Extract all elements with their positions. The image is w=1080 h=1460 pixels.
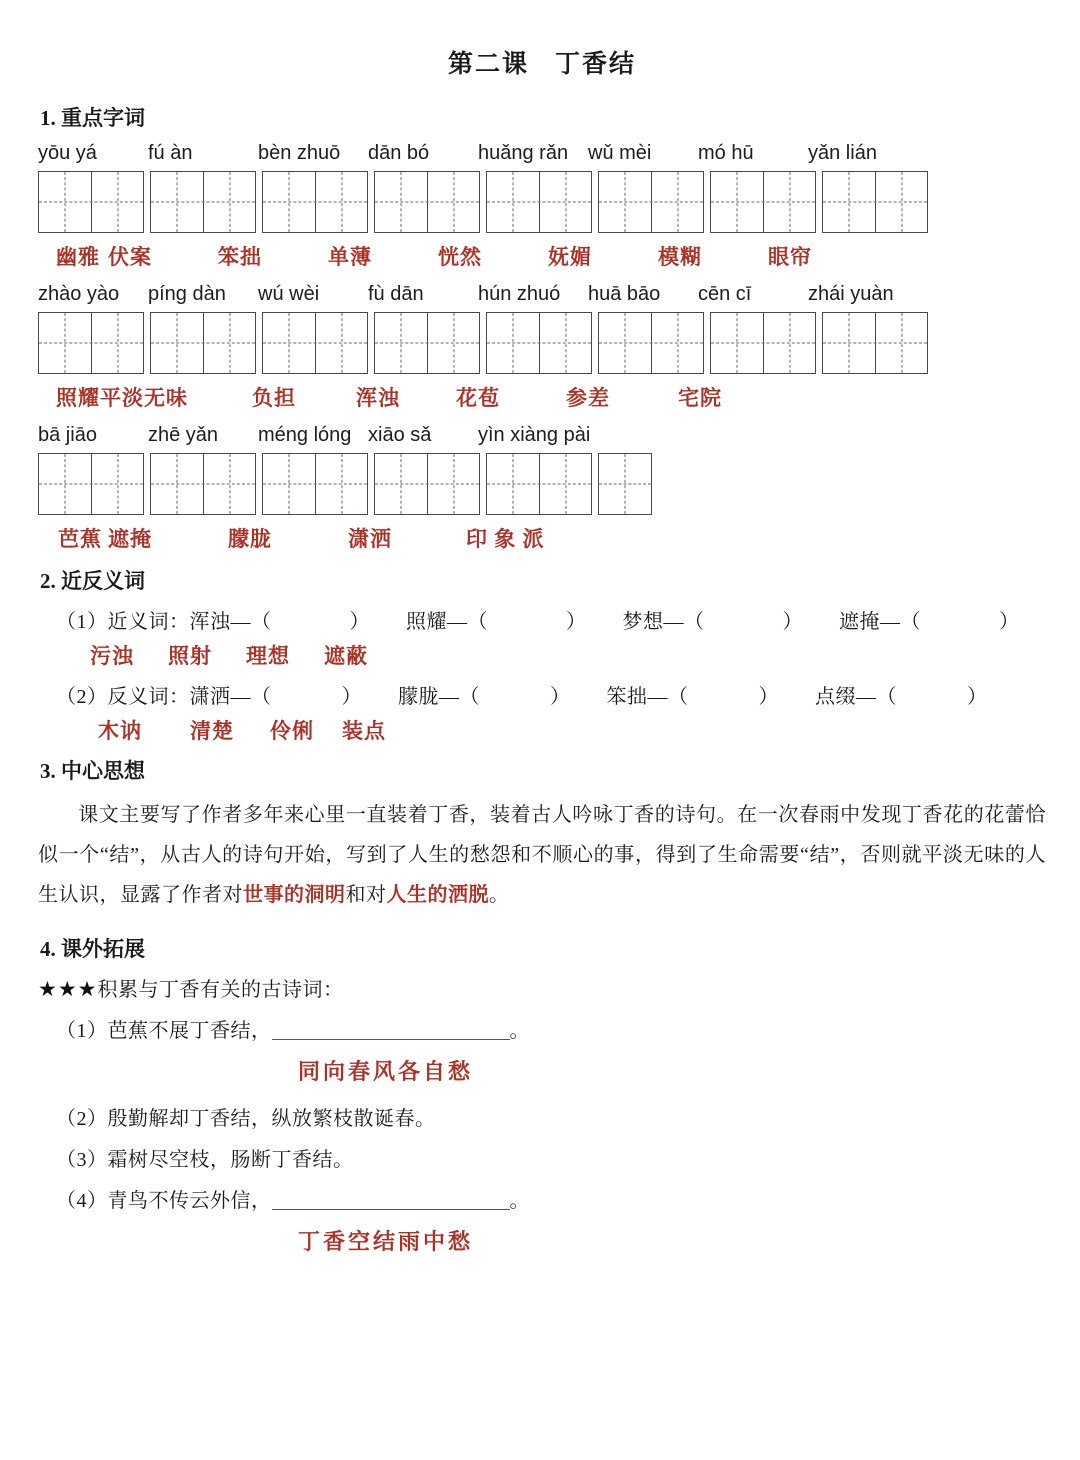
writing-grid-cell[interactable]: [711, 172, 763, 232]
paren-close: ）: [782, 611, 803, 633]
paren-close: ）: [999, 611, 1020, 633]
page-title: [38, 44, 1046, 80]
answer-word: 装点: [342, 719, 386, 743]
writing-grid-cell[interactable]: [487, 454, 539, 514]
poem-lines: [38, 1014, 1046, 1256]
writing-grid-cell[interactable]: [151, 454, 203, 514]
pinyin-label: cēn cī: [698, 283, 752, 305]
writing-grid-row: [38, 312, 1046, 374]
paragraph-highlight-1: 世事的洞明: [243, 884, 346, 906]
writing-grid-box[interactable]: [374, 171, 480, 233]
section2-heading: 2. 近反义词: [40, 569, 145, 593]
writing-grid-box[interactable]: [262, 312, 368, 374]
writing-grid-cell[interactable]: [427, 172, 479, 232]
antonyms-items: [190, 686, 988, 708]
writing-grid-row: [38, 171, 1046, 233]
word-pair-prompt: 笨拙—（: [606, 686, 689, 708]
writing-grid-cell[interactable]: [91, 454, 143, 514]
answer-word: 照耀: [56, 386, 100, 410]
synonyms-items: [190, 611, 1020, 633]
pinyin-label: wú wèi: [258, 283, 320, 305]
poem-line-number: （3）: [56, 1149, 108, 1171]
writing-grid-box[interactable]: [822, 171, 928, 233]
writing-grid-cell[interactable]: [91, 313, 143, 373]
word-pair-prompt: 点缀—（: [815, 686, 897, 708]
word-pair-prompt: 浑浊—（: [189, 611, 272, 633]
poem-line: [56, 1143, 1046, 1172]
pinyin-label: méng lóng: [258, 424, 352, 446]
paren-close: ）: [566, 611, 587, 633]
writing-grid-cell[interactable]: [651, 313, 703, 373]
pinyin-label: wǔ mèi: [588, 142, 652, 164]
synonyms-label: （1）近义词：: [56, 611, 190, 633]
pinyin-label: dān bó: [368, 142, 430, 164]
paragraph-text-after: 。: [489, 884, 510, 906]
pinyin-label: fú àn: [148, 142, 193, 164]
paren-close: ）: [349, 611, 370, 633]
writing-grid-cell[interactable]: [203, 172, 255, 232]
answer-word: 花苞: [456, 386, 500, 410]
writing-grid-cell[interactable]: [203, 454, 255, 514]
writing-grid-cell[interactable]: [315, 454, 367, 514]
answer-word: 朦胧: [228, 527, 272, 551]
poem-line-number: （4）: [56, 1190, 108, 1212]
writing-grid-cell[interactable]: [263, 172, 315, 232]
writing-grid-cell[interactable]: [151, 172, 203, 232]
answer-word: 伶俐: [270, 719, 314, 743]
writing-grid-box[interactable]: [710, 171, 816, 233]
writing-grid-box[interactable]: [374, 312, 480, 374]
writing-grid-box[interactable]: [598, 171, 704, 233]
writing-grid-cell[interactable]: [39, 454, 91, 514]
answer-word: 宅院: [678, 386, 722, 410]
writing-grid-box[interactable]: [38, 453, 144, 515]
paren-close: ）: [967, 686, 988, 708]
writing-grid-cell[interactable]: [599, 313, 651, 373]
pinyin-label: píng dàn: [148, 283, 226, 305]
writing-grid-cell[interactable]: [599, 172, 651, 232]
writing-grid-row: [38, 453, 1046, 515]
section1-rows: [38, 142, 1046, 553]
word-pair-prompt: 朦胧—（: [398, 686, 480, 708]
writing-grid-box[interactable]: [822, 312, 928, 374]
paren-close: ）: [341, 686, 362, 708]
pinyin-label: zhē yǎn: [148, 424, 219, 446]
answer-word: 单薄: [328, 245, 372, 269]
writing-grid-box[interactable]: [486, 312, 592, 374]
writing-grid-box[interactable]: [486, 453, 592, 515]
answer-word: 清楚: [190, 719, 234, 743]
writing-grid-cell[interactable]: [375, 313, 427, 373]
poem-line-text: 殷勤解却丁香结，纵放繁枝散诞春。: [107, 1108, 436, 1130]
writing-grid-cell[interactable]: [539, 313, 591, 373]
writing-grid-cell[interactable]: [91, 172, 143, 232]
answer-word: 伏案: [108, 245, 152, 269]
writing-grid-box[interactable]: [710, 312, 816, 374]
writing-grid-cell[interactable]: [823, 313, 875, 373]
answer-word: 模糊: [658, 245, 702, 269]
writing-grid-cell[interactable]: [651, 172, 703, 232]
answer-word: 印 象 派: [466, 527, 545, 551]
answer-word: 木讷: [98, 719, 142, 743]
pinyin-label: xiāo sǎ: [368, 424, 432, 446]
pinyin-label: hún zhuó: [478, 283, 561, 305]
fill-in-blank[interactable]: [272, 1189, 510, 1210]
writing-grid-box[interactable]: [374, 453, 480, 515]
antonyms-answers: [38, 715, 1046, 745]
writing-grid-cell[interactable]: [711, 313, 763, 373]
writing-grid-cell[interactable]: [151, 313, 203, 373]
pinyin-row: [38, 283, 1046, 306]
pinyin-label: yìn xiàng pài: [478, 424, 591, 446]
writing-grid-cell[interactable]: [263, 454, 315, 514]
writing-grid-cell[interactable]: [263, 313, 315, 373]
writing-grid-box[interactable]: [598, 312, 704, 374]
star-rating-icon: ★★★: [38, 977, 98, 1001]
answer-word: 污浊: [90, 644, 134, 668]
writing-grid-cell[interactable]: [823, 172, 875, 232]
paragraph-text-before: 课文主要写了作者多年来心里一直装着丁香，装着古人吟咏丁香的诗句。在一次春雨中发现丁香花的花蕾恰似一个“结”，从古人的诗句开始，写到了人生的愁怨和不顺心的事，得到了生命需要“结”，否则就平淡无味的人生认识，显露了作者对: [38, 804, 1046, 906]
answer-row: [38, 241, 1046, 271]
writing-grid-box[interactable]: [150, 453, 256, 515]
pinyin-label: mó hū: [698, 142, 754, 164]
poem-line-number: （2）: [56, 1108, 108, 1130]
section1-heading: 1. 重点字词: [40, 106, 145, 130]
writing-grid-cell[interactable]: [39, 172, 91, 232]
paragraph-text-middle: 和对: [345, 884, 387, 906]
poem-line-number: （1）: [56, 1020, 108, 1042]
writing-grid-box[interactable]: [486, 171, 592, 233]
poem-line-text: 霜树尽空枝，肠断丁香结。: [107, 1149, 354, 1171]
section3-paragraph: [38, 795, 1046, 915]
poem-line-text: 芭蕉不展丁香结，: [107, 1020, 272, 1042]
answer-word: 参差: [566, 386, 610, 410]
pinyin-label: bèn zhuō: [258, 142, 341, 164]
poem-line-text: 青鸟不传云外信，: [107, 1190, 272, 1212]
answer-row: [38, 523, 1046, 553]
pinyin-label: yǎn lián: [808, 142, 877, 164]
writing-grid-cell[interactable]: [539, 172, 591, 232]
word-pair-prompt: 遮掩—（: [839, 611, 921, 633]
pinyin-label: huǎng rǎn: [478, 142, 569, 164]
answer-row: [38, 382, 1046, 412]
writing-grid-cell[interactable]: [487, 172, 539, 232]
writing-grid-box[interactable]: [598, 453, 652, 515]
section4-heading: 4. 课外拓展: [40, 937, 145, 961]
writing-grid-box[interactable]: [150, 312, 256, 374]
writing-grid-cell[interactable]: [427, 454, 479, 514]
answer-word: 芭蕉: [58, 527, 102, 551]
section4-prompt: 积累与丁香有关的古诗词：: [97, 979, 344, 1001]
answer-word: 遮蔽: [324, 644, 368, 668]
answer-word: 潇洒: [348, 527, 392, 551]
answer-word: 妩媚: [548, 245, 592, 269]
answer-word: 恍然: [438, 245, 482, 269]
answer-word: 理想: [246, 644, 290, 668]
writing-grid-cell[interactable]: [763, 313, 815, 373]
word-pair-prompt: 潇洒—（: [189, 686, 272, 708]
writing-grid-box[interactable]: [262, 171, 368, 233]
pinyin-label: bā jiāo: [38, 424, 97, 446]
pinyin-label: zhái yuàn: [808, 283, 894, 305]
title-lesson: 第二课: [447, 51, 529, 78]
antonyms-label: （2）反义词：: [56, 686, 190, 708]
poem-answer: 丁香空结雨中愁: [298, 1229, 474, 1254]
pinyin-label: fù dān: [368, 283, 424, 305]
writing-grid-box[interactable]: [38, 312, 144, 374]
answer-word: 遮掩: [108, 527, 152, 551]
answer-word: 负担: [252, 386, 296, 410]
writing-grid-box[interactable]: [38, 171, 144, 233]
writing-grid-cell[interactable]: [375, 454, 427, 514]
writing-grid-cell[interactable]: [315, 172, 367, 232]
writing-grid-cell[interactable]: [315, 313, 367, 373]
synonyms-question-line: [38, 605, 1046, 634]
writing-grid-cell[interactable]: [875, 313, 927, 373]
answer-word: 平淡无味: [100, 386, 188, 410]
poem-line: [56, 1184, 1046, 1213]
writing-grid-cell[interactable]: [539, 454, 591, 514]
writing-grid-cell[interactable]: [487, 313, 539, 373]
paren-close: ）: [758, 686, 779, 708]
pinyin-label: huā bāo: [588, 283, 661, 305]
answer-word: 照射: [168, 644, 212, 668]
writing-grid-cell[interactable]: [599, 454, 651, 514]
section3-heading: 3. 中心思想: [40, 759, 145, 783]
poem-line-period: 。: [509, 1020, 530, 1042]
paren-close: ）: [550, 686, 571, 708]
title-name: 丁香结: [555, 51, 637, 78]
synonyms-answers: [38, 640, 1046, 670]
section4-prompt-line: [38, 973, 1046, 1002]
pinyin-row: [38, 142, 1046, 165]
poem-line-period: 。: [509, 1190, 530, 1212]
poem-answer: 同向春风各自愁: [298, 1059, 474, 1084]
poem-line: [56, 1102, 1046, 1131]
paragraph-highlight-2: 人生的洒脱: [386, 884, 489, 906]
answer-word: 笨拙: [218, 245, 262, 269]
writing-grid-cell[interactable]: [375, 172, 427, 232]
writing-grid-box[interactable]: [150, 171, 256, 233]
word-pair-prompt: 梦想—（: [622, 611, 705, 633]
antonyms-question-line: [38, 680, 1046, 709]
writing-grid-cell[interactable]: [875, 172, 927, 232]
writing-grid-cell[interactable]: [763, 172, 815, 232]
writing-grid-cell[interactable]: [427, 313, 479, 373]
writing-grid-box[interactable]: [262, 453, 368, 515]
word-pair-prompt: 照耀—（: [406, 611, 488, 633]
answer-word: 幽雅: [56, 245, 100, 269]
answer-word: 浑浊: [356, 386, 400, 410]
pinyin-label: yōu yá: [38, 142, 97, 164]
writing-grid-cell[interactable]: [39, 313, 91, 373]
pinyin-label: zhào yào: [38, 283, 120, 305]
poem-line: [56, 1014, 1046, 1043]
answer-word: 眼帘: [768, 245, 812, 269]
writing-grid-cell[interactable]: [203, 313, 255, 373]
fill-in-blank[interactable]: [272, 1019, 510, 1040]
pinyin-row: [38, 424, 1046, 447]
